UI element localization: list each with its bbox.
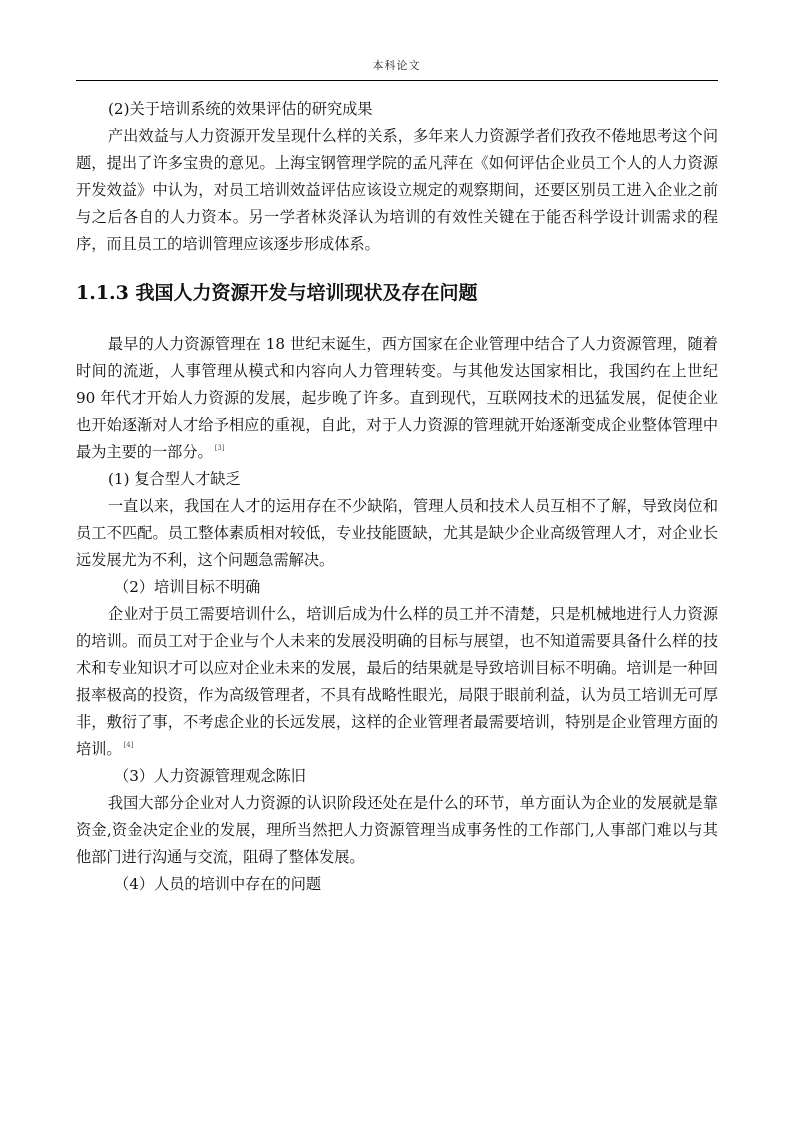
- paragraph: 一直以来，我国在人才的运用存在不少缺陷，管理人员和技术人员互相不了解，导致岗位和员工不匹配。员工整体素质相对较低，专业技能匮缺，尤其是缺少企业高级管理人才，对企业长远发展尤为不利，这个问题急需解决。: [76, 497, 718, 569]
- paragraph: [76, 331, 718, 466]
- list-item-label: （2）培训目标不明确: [114, 578, 261, 596]
- page-header: 本科论文: [372, 59, 421, 72]
- document-body: [76, 96, 718, 898]
- paragraph: 我国大部分企业对人力资源的认识阶段还处在是什么的环节，单方面认为企业的发展就是靠资金,资金决定企业的发展，理所当然把人力资源管理当成事务性的工作部门,人事部门难以与其他部门进行沟通与交流，阻碍了整体发展。: [76, 794, 718, 866]
- subsection-heading: (2)关于培训系统的效果评估的研究成果: [108, 100, 373, 118]
- header-rule: [76, 80, 718, 81]
- citation-ref: [4]: [123, 741, 134, 749]
- paragraph-text: 最早的人力资源管理在 18 世纪末诞生，西方国家在企业管理中结合了人力资源管理，随着时间的流逝，人事管理从模式和内容向人力管理转变。与其他发达国家相比，我国约在上世纪 90 年代才开始人力资源的发展，起步晚了许多。直到现代，互联网技术的迅猛发展，促使企业也开始逐渐对人才给予相应的重视，自此，对于人力资源的管理就开始逐渐变成企业整体管理中最为主要的一部分。: [76, 335, 718, 461]
- list-item-label: （4）人员的培训中存在的问题: [114, 875, 322, 893]
- list-item-label: (1) 复合型人才缺乏: [108, 470, 241, 488]
- paragraph-text: 企业对于员工需要培训什么，培训后成为什么样的员工并不清楚，只是机械地进行人力资源的培训。而员工对于企业与个人未来的发展没明确的目标与展望，也不知道需要具备什么样的技术和专业知识才可以应对企业未来的发展，最后的结果就是导致培训目标不明确。培训是一种回报率极高的投资，作为高级管理者，不具有战略性眼光，局限于眼前利益，认为员工培训无可厚非，敷衍了事，不考虑企业的长远发展，这样的企业管理者最需要培训，特别是企业管理方面的培训。: [76, 605, 718, 758]
- citation-ref: [3]: [214, 444, 225, 452]
- section-title: 1.1.3 我国人力资源开发与培训现状及存在问题: [76, 282, 478, 304]
- paragraph: [76, 601, 718, 763]
- paragraph: 产出效益与人力资源开发呈现什么样的关系，多年来人力资源学者们孜孜不倦地思考这个问题，提出了许多宝贵的意见。上海宝钢管理学院的孟凡萍在《如何评估企业员工个人的人力资源开发效益》中认为，对员工培训效益评估应该设立规定的观察期间，还要区别员工进入企业之前与之后各自的人力资本。另一学者林炎泽认为培训的有效性关键在于能否科学设计训需求的程序，而且员工的培训管理应该逐步形成体系。: [76, 127, 718, 253]
- list-item-label: （3）人力资源管理观念陈旧: [114, 767, 306, 785]
